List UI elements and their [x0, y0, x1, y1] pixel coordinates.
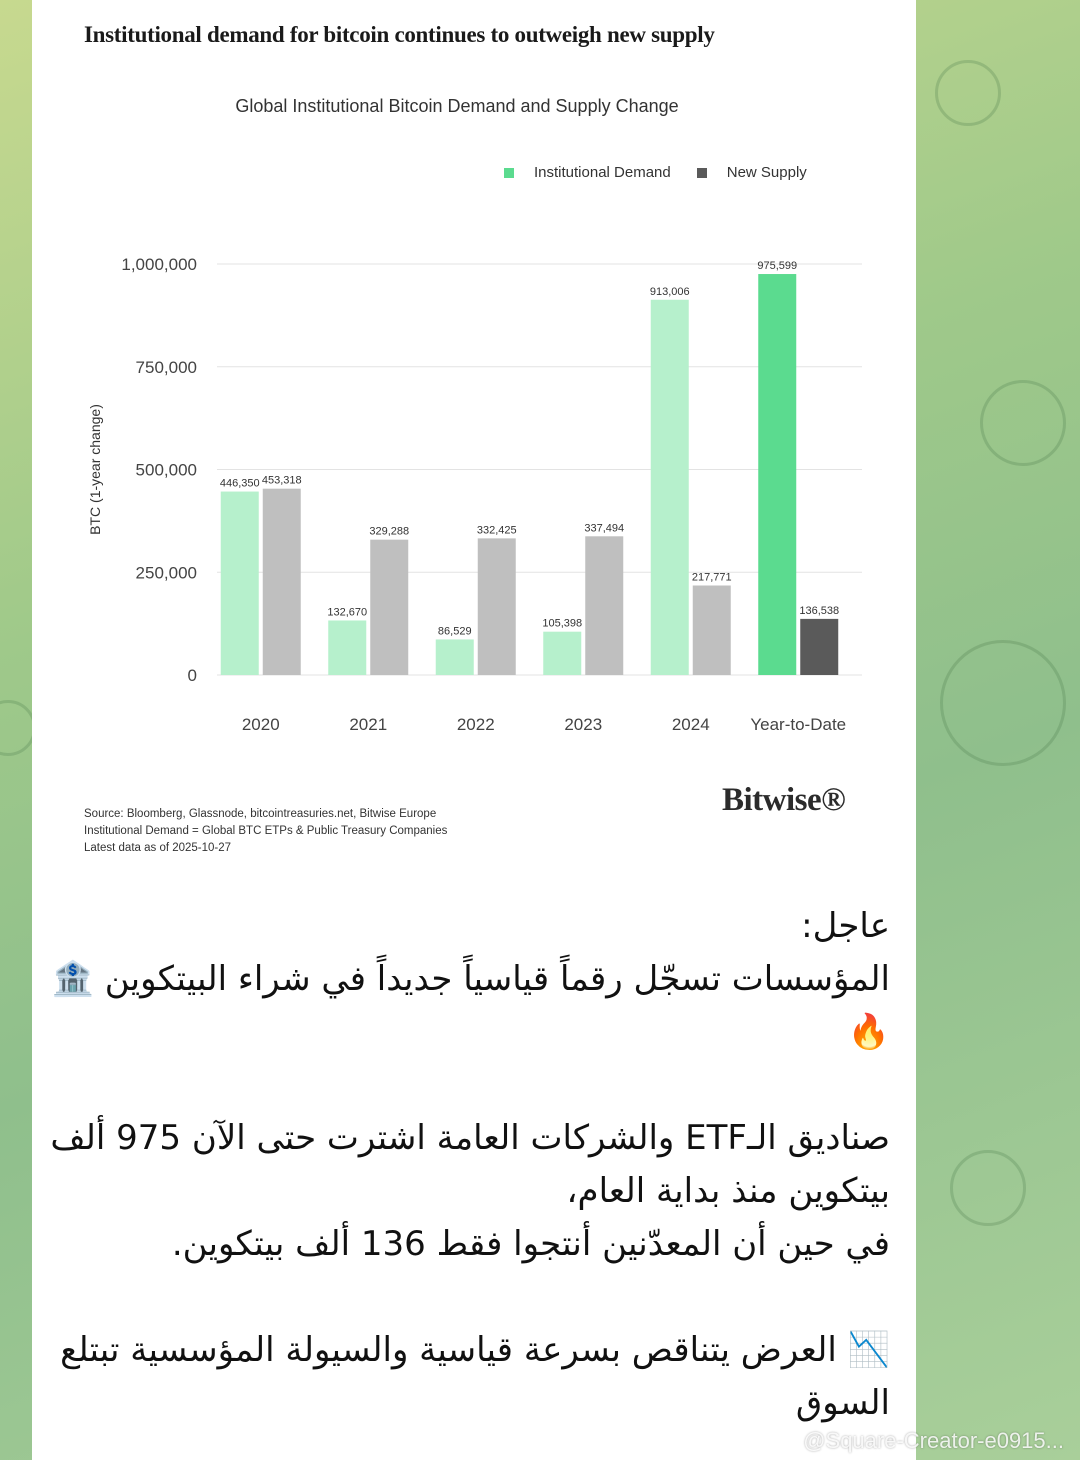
- chart-source: [84, 806, 447, 857]
- data-label: 329,288: [369, 525, 410, 538]
- chart-image[interactable]: [32, 0, 916, 890]
- bar-demand: [436, 639, 474, 675]
- bar-demand: [651, 300, 689, 675]
- bar-demand: [758, 274, 796, 675]
- background-doodle: [940, 640, 1066, 766]
- chart-headline: Institutional demand for bitcoin continues to outweigh new supply: [84, 22, 715, 47]
- message-bubble[interactable]: [32, 0, 916, 1460]
- x-tick-label: 2021: [349, 715, 388, 734]
- bar-supply: [478, 538, 516, 675]
- data-label: 913,006: [649, 285, 690, 298]
- watermark: @Square-Creator-e0915...: [803, 1428, 1064, 1453]
- post-line: صناديق الـETF والشركات العامة اشترت حتى الآن 975 ألف بيتكوين منذ بداية العام،: [50, 1118, 890, 1211]
- bar-demand: [328, 620, 366, 675]
- data-label: 136,538: [799, 604, 840, 617]
- background-doodle: [935, 60, 1001, 126]
- data-label: 105,398: [542, 617, 583, 630]
- x-tick-label: 2020: [241, 715, 280, 734]
- x-tick-label: 2022: [456, 715, 495, 734]
- source-line: Institutional Demand = Global BTC ETPs & Public Treasury Companies: [84, 825, 448, 837]
- bar-supply: [800, 619, 838, 675]
- x-tick-label: Year-to-Date: [750, 715, 847, 734]
- legend-swatch-demand: [504, 168, 514, 178]
- bar-demand: [221, 492, 259, 675]
- legend-label-supply: New Supply: [726, 164, 807, 181]
- chart-title: Global Institutional Bitcoin Demand and Supply Change: [235, 96, 679, 116]
- data-label: 453,318: [261, 474, 302, 487]
- message-text: [50, 900, 890, 1430]
- data-label: 86,529: [437, 625, 472, 638]
- bar-supply: [263, 489, 301, 675]
- bar-demand: [543, 632, 581, 675]
- post-line: عاجل:: [801, 906, 890, 946]
- data-label: 217,771: [691, 571, 732, 584]
- y-axis-label: BTC (1-year change): [87, 404, 103, 535]
- chart-legend: [504, 164, 823, 181]
- bar-chart: [32, 220, 882, 760]
- post-line: في حين أن المعدّنين أنتجوا فقط 136 ألف بيتكوين.: [171, 1224, 890, 1264]
- background-doodle: [950, 1150, 1026, 1226]
- legend-item-supply: [697, 164, 807, 181]
- y-tick-label: 750,000: [135, 357, 197, 377]
- x-tick-label: 2023: [564, 715, 603, 734]
- bar-supply: [585, 536, 623, 675]
- x-tick-label: 2024: [671, 715, 710, 734]
- bar-supply: [370, 540, 408, 675]
- y-tick-label: 1,000,000: [121, 255, 197, 274]
- legend-label-demand: Institutional Demand: [534, 164, 671, 181]
- source-line: Source: Bloomberg, Glassnode, bitcointreasuries.net, Bitwise Europe: [84, 808, 437, 820]
- data-label: 332,425: [476, 524, 517, 537]
- data-label: 975,599: [757, 260, 798, 273]
- data-label: 446,350: [219, 477, 260, 490]
- legend-item-demand: [504, 164, 671, 181]
- bar-supply: [693, 585, 731, 675]
- bitwise-logo: Bitwise®: [722, 782, 846, 818]
- background-doodle: [980, 380, 1066, 466]
- legend-swatch-supply: [697, 168, 707, 178]
- background-doodle: [0, 700, 36, 756]
- y-tick-label: 500,000: [135, 460, 197, 480]
- data-label: 337,494: [584, 522, 625, 535]
- y-tick-label: 250,000: [135, 563, 197, 583]
- post-line: المؤسسات تسجّل رقماً قياسياً جديداً في شراء البيتكوين 🏦🔥: [51, 959, 890, 1052]
- source-line: Latest data as of 2025-10-27: [84, 842, 232, 854]
- post-line: 📉 العرض يتناقص بسرعة قياسية والسيولة المؤسسية تبتلع السوق: [60, 1330, 890, 1423]
- data-label: 132,670: [327, 606, 368, 619]
- y-tick-label: 0: [187, 666, 197, 685]
